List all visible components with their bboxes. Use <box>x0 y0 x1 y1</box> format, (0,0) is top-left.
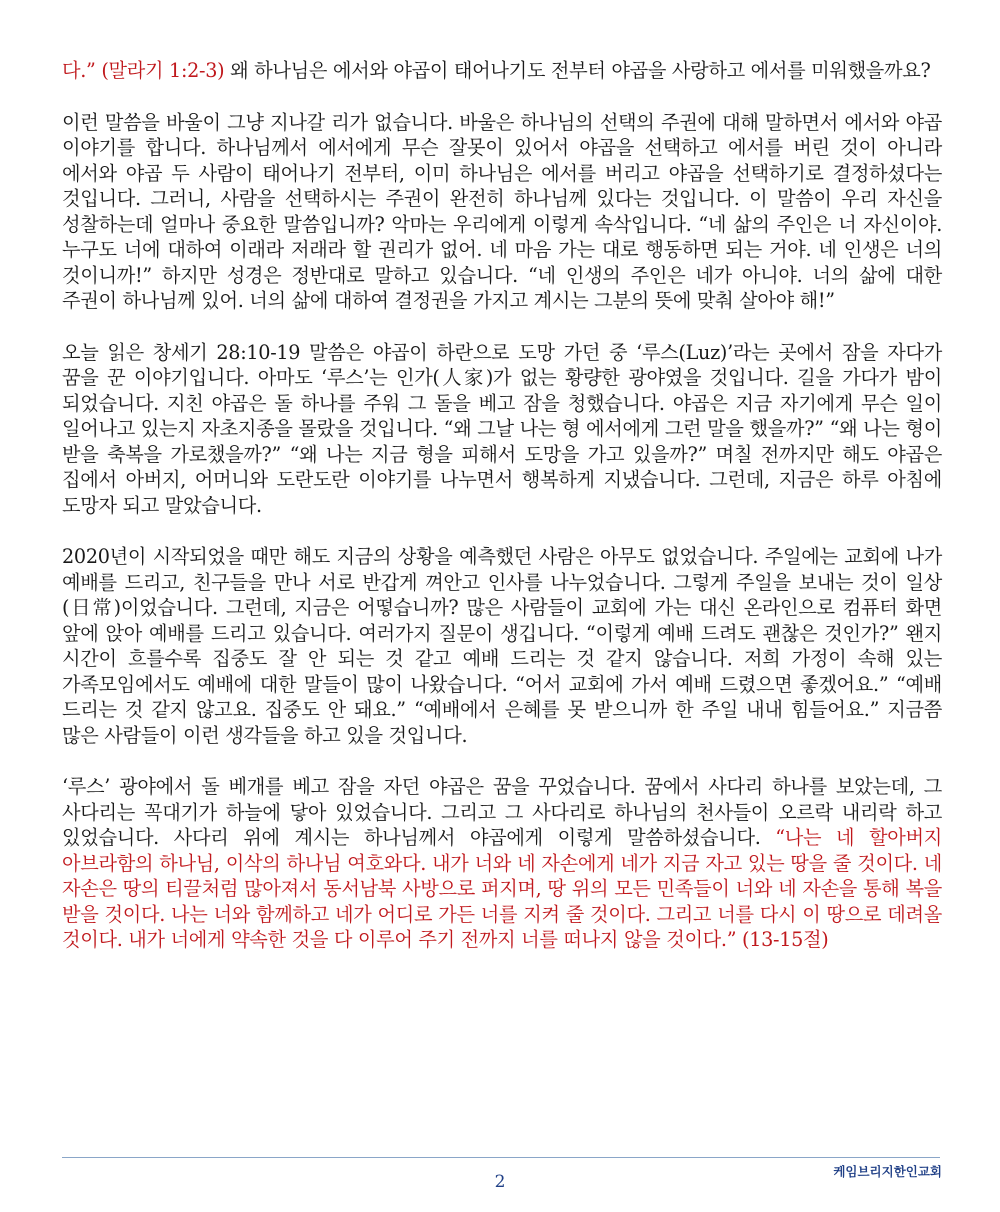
document-body <box>62 58 942 979</box>
paragraph-2 <box>62 110 942 314</box>
church-name: 케임브리지한인교회 <box>833 1164 942 1179</box>
scripture-reference: 다.” (말라기 1:2-3) <box>62 59 225 82</box>
footer-divider <box>62 1157 940 1158</box>
paragraph-5 <box>62 774 942 953</box>
paragraph-text: 이런 말씀을 바울이 그냥 지나갈 리가 없습니다. 바울은 하나님의 선택의 주권에 대해 말하면서 에서와 야곱 이야기를 합니다. 하나님께서 에서에게 무슨 잘못이 있어서 야곱을 선택하고 에서를 버린 것이 아니라 에서와 야곱 두 사람이 태어나기 전부터, 이미 하나님은 에서를 버리고 야곱을 선택하기로 결정하셨다는 것입니다. 그러니, 사람을 선택하시는 주권이 완전히 하나님께 있다는 것입니다. 이 말씀이 우리 자신을 성찰하는데 얼마나 중요한 말씀입니까? 악마는 우리에게 이렇게 속삭입니다. “네 삶의 주인은 너 자신이야. 누구도 너에 대하여 이래라 저래라 할 권리가 없어. 네 마음 가는 대로 행동하면 되는 거야. 네 인생은 너의 것이니까!” 하지만 성경은 정반대로 말하고 있습니다. “네 인생의 주인은 네가 아니야. 너의 삶에 대한 주권이 하나님께 있어. 너의 삶에 대하여 결정권을 가지고 계시는 그분의 뜻에 맞춰 살아야 해!” <box>62 110 942 312</box>
paragraph-3 <box>62 340 942 519</box>
paragraph-text: 오늘 읽은 창세기 28:10-19 말씀은 야곱이 하란으로 도망 가던 중 ‘루스(Luz)’라는 곳에서 잠을 자다가 꿈을 꾼 이야기입니다. 아마도 ‘루스’는 인가(人家)가 없는 황량한 광야였을 것입니다. 길을 가다가 밤이 되었습니다. 지친 야곱은 돌 하나를 주워 그 돌을 베고 잠을 청했습니다. 야곱은 지금 자기에게 무슨 일이 일어나고 있는지 자초지종을 몰랐을 것입니다. “왜 그날 나는 형 에서에게 그런 말을 했을까?” “왜 나는 형이 받을 축복을 가로챘을까?” “왜 나는 지금 형을 피해서 도망을 가고 있을까?” 며칠 전까지만 해도 야곱은 집에서 아버지, 어머니와 도란도란 이야기를 나누면서 행복하게 지냈습니다. 그런데, 지금은 하루 아침에 도망자 되고 말았습니다. <box>62 340 942 517</box>
paragraph-1 <box>62 58 942 84</box>
page-number: 2 <box>494 1172 506 1192</box>
paragraph-text: ‘루스’ 광야에서 돌 베개를 베고 잠을 자던 야곱은 꿈을 꾸었습니다. 꿈에서 사다리 하나를 보았는데, 그 사다리는 꼭대기가 하늘에 닿아 있었습니다. 그리고 그 사다리로 하나님의 천사들이 오르락 내리락 하고 있었습니다. 사다리 위에 계시는 하나님께서 야곱에게 이렇게 말씀하셨습니다. <box>62 775 942 849</box>
paragraph-4 <box>62 544 942 748</box>
paragraph-text: 2020년이 시작되었을 때만 해도 지금의 상황을 예측했던 사람은 아무도 없었습니다. 주일에는 교회에 나가 예배를 드리고, 친구들을 만나 서로 반갑게 껴안고 인사를 나누었습니다. 그렇게 주일을 보내는 것이 일상(日常)이었습니다. 그런데, 지금은 어떻습니까? 많은 사람들이 교회에 가는 대신 온라인으로 컴퓨터 화면 앞에 앉아 예배를 드리고 있습니다. 여러가지 질문이 생깁니다. “이렇게 예배 드려도 괜찮은 것인가?” 왠지 시간이 흐를수록 집중도 잘 안 되는 것 같고 예배 드리는 것 같지 않습니다. 저희 가정이 속해 있는 가족모임에서도 예배에 대한 말들이 많이 나왔습니다. “어서 교회에 가서 예배 드렸으면 좋겠어요.” “예배 드리는 것 같지 않고요. 집중도 안 돼요.” “예배에서 은혜를 못 받으니까 한 주일 내내 힘들어요.” 지금쯤 많은 사람들이 이런 생각들을 하고 있을 것입니다. <box>62 545 942 747</box>
scripture-quote: “나는 네 할아버지 아브라함의 하나님, 이삭의 하나님 여호와다. 내가 너와 네 자손에게 네가 지금 자고 있는 땅을 줄 것이다. 네 자손은 땅의 티끌처럼 많아져서 동서남북 사방으로 퍼지며, 땅 위의 모든 민족들이 너와 네 자손을 통해 복을 받을 것이다. 나는 너와 함께하고 네가 어디로 가든 너를 지켜 줄 것이다. 그리고 너를 다시 이 땅으로 데려올 것이다. 내가 너에게 약속한 것을 다 이루어 주기 전까지 너를 떠나지 않을 것이다.” (13-15절) <box>62 826 942 951</box>
paragraph-text: 왜 하나님은 에서와 야곱이 태어나기도 전부터 야곱을 사랑하고 에서를 미워했을까요? <box>224 59 931 82</box>
